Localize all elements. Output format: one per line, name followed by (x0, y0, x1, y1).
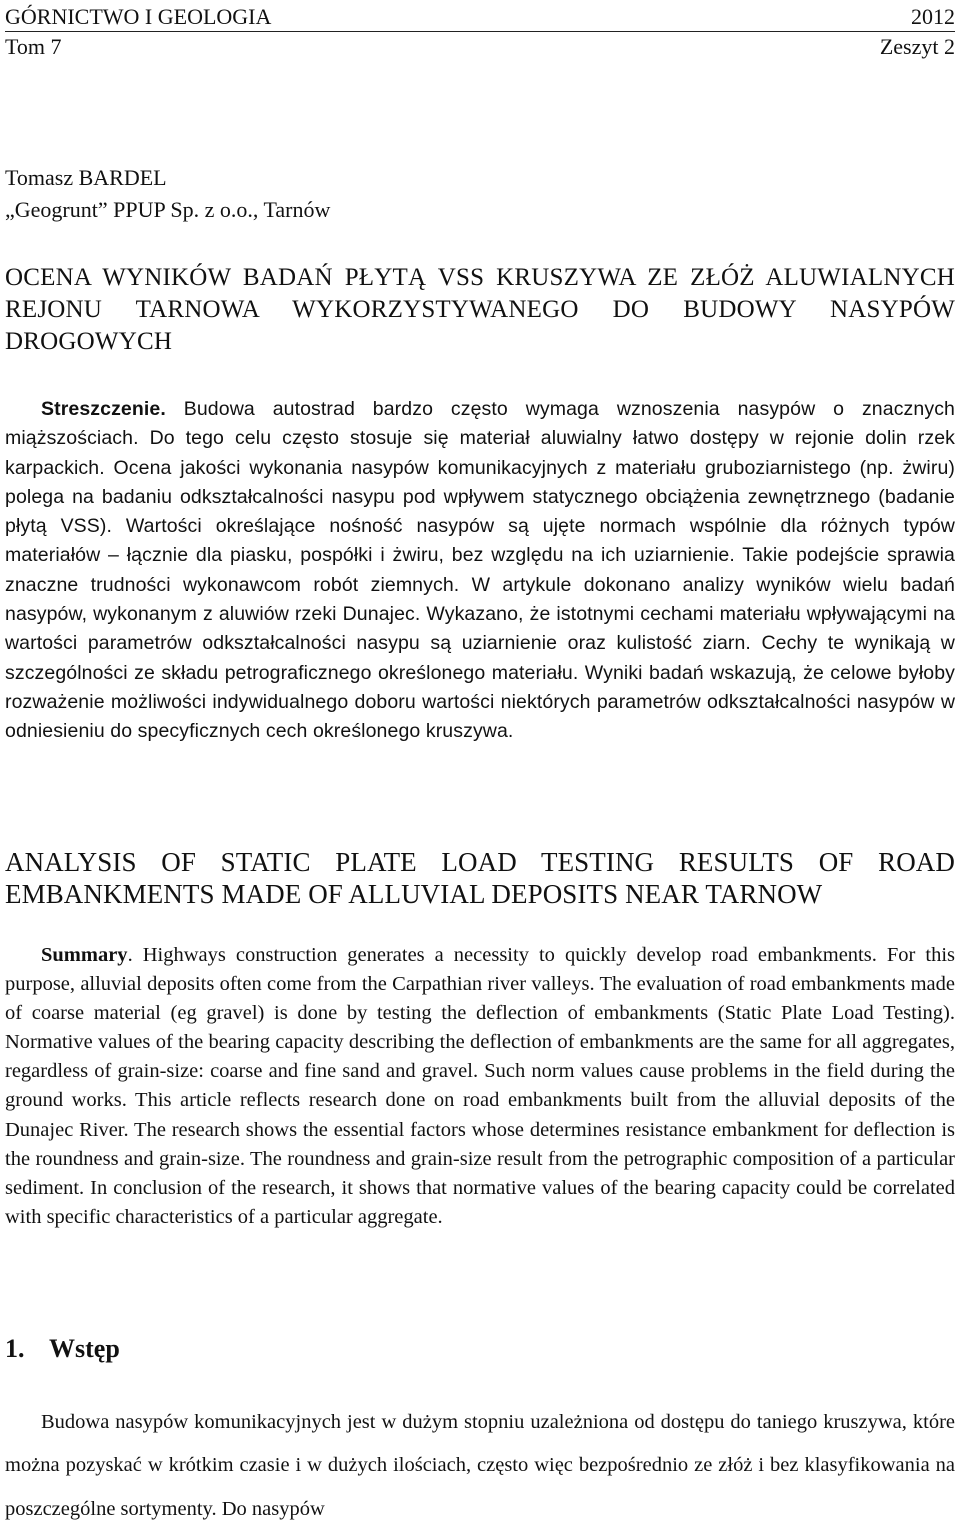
journal-volume: Tom 7 (5, 34, 62, 59)
journal-issue: Zeszyt 2 (879, 34, 955, 59)
abstract-english-label: Summary (41, 944, 128, 966)
section-title: Wstęp (49, 1334, 120, 1363)
author-name: Tomasz BARDEL (5, 165, 167, 190)
abstract-english (5, 941, 955, 1232)
title-polish: OCENA WYNIKÓW BADAŃ PŁYTĄ VSS KRUSZYWA ZE ZŁÓŻ ALUWIALNYCH REJONU TARNOWA WYKORZYSTYWANEGO DO BUDOWY NASYPÓW DROGOWYCH (5, 264, 955, 355)
abstract-english-text: . Highways construction generates a necessity to quickly develop road embankments. For this purpose, alluvial deposits often come from the Carpathian river valleys. The evaluation of road embankments made of coarse material (eg gravel) is done by testing the deflection of embankments (Static Plate Load Testing). Normative values of the bearing capacity describing the deflection of embankments are the same for all aggregates, regardless of grain-size: coarse and fine sand and gravel. Such norm values cause problems in the field during the ground works. This article reflects research done on road embankments built from the alluvial deposits of the Dunajec River. The research shows the essential factors whose determines resistance embankment for deflection is the roundness and grain-size. The roundness and grain-size result from the petrographic composition of a particular sediment. In conclusion of the research, it shows that normative values of the bearing capacity could be correlated with specific characteristics of a particular aggregate. (5, 944, 955, 1228)
journal-header (5, 2, 955, 62)
title-english: ANALYSIS OF STATIC PLATE LOAD TESTING RESULTS OF ROAD EMBANKMENTS MADE OF ALLUVIAL DEPOSITS NEAR TARNOW (5, 847, 955, 909)
author-block (5, 162, 330, 226)
journal-header-row-1 (5, 2, 955, 32)
journal-header-row-2 (5, 32, 955, 62)
header-divider (5, 31, 955, 32)
abstract-polish-label: Streszczenie. (41, 398, 166, 420)
section-heading (5, 1333, 120, 1365)
intro-paragraph: Budowa nasypów komunikacyjnych jest w dużym stopniu uzależniona od dostępu do taniego kruszywa, które można pozyskać w krótkim czasie i w dużych ilościach, często więc bezpośrednio ze złóż i bez klasyfikowania na poszczególne sortymenty. Do nasypów (5, 1411, 955, 1520)
journal-name: GÓRNICTWO I GEOLOGIA (5, 4, 272, 29)
journal-year: 2012 (911, 4, 955, 29)
author-affiliation: „Geogrunt” PPUP Sp. z o.o., Tarnów (5, 197, 331, 222)
abstract-polish-text: Budowa autostrad bardzo często wymaga wznoszenia nasypów o znacznych miąższościach. Do tego celu często stosuje się materiał aluwialny łatwo dostępy w rejonie dolin rzek karpackich. Ocena jakości wykonania nasypów komunikacyjnych z materiału gruboziarnistego (np. żwiru) polega na badaniu odkształcalności nasypu pod wpływem statycznego obciążenia zewnętrznego (badanie płytą VSS). Wartości określające nośność nasypów są ujęte normach wspólnie dla różnych typów materiałów – łącznie dla piasku, pospółki i żwiru, bez względu na ich uziarnienie. Takie podejście sprawia znaczne trudności wykonawcom robót ziemnych. W artykule dokonano analizy wyników wielu badań nasypów, wykonanym z aluwiów rzeki Dunajec. Wykazano, że istotnymi cechami materiału wpływającymi na wartości parametrów odkształcalności nasypu są uziarnienie oraz kulistość ziarn. Cechy te wynikają w szczególności ze składu petrograficznego określonego materiału. Wyniki badań wskazują, że celowe byłoby rozważenie możliwości indywidualnego doboru wartości niektórych parametrów odkształcalności nasypów w odniesieniu do specyficznych cech określonego kruszywa. (5, 398, 955, 743)
abstract-polish (5, 395, 955, 747)
section-number: 1. (5, 1334, 25, 1363)
